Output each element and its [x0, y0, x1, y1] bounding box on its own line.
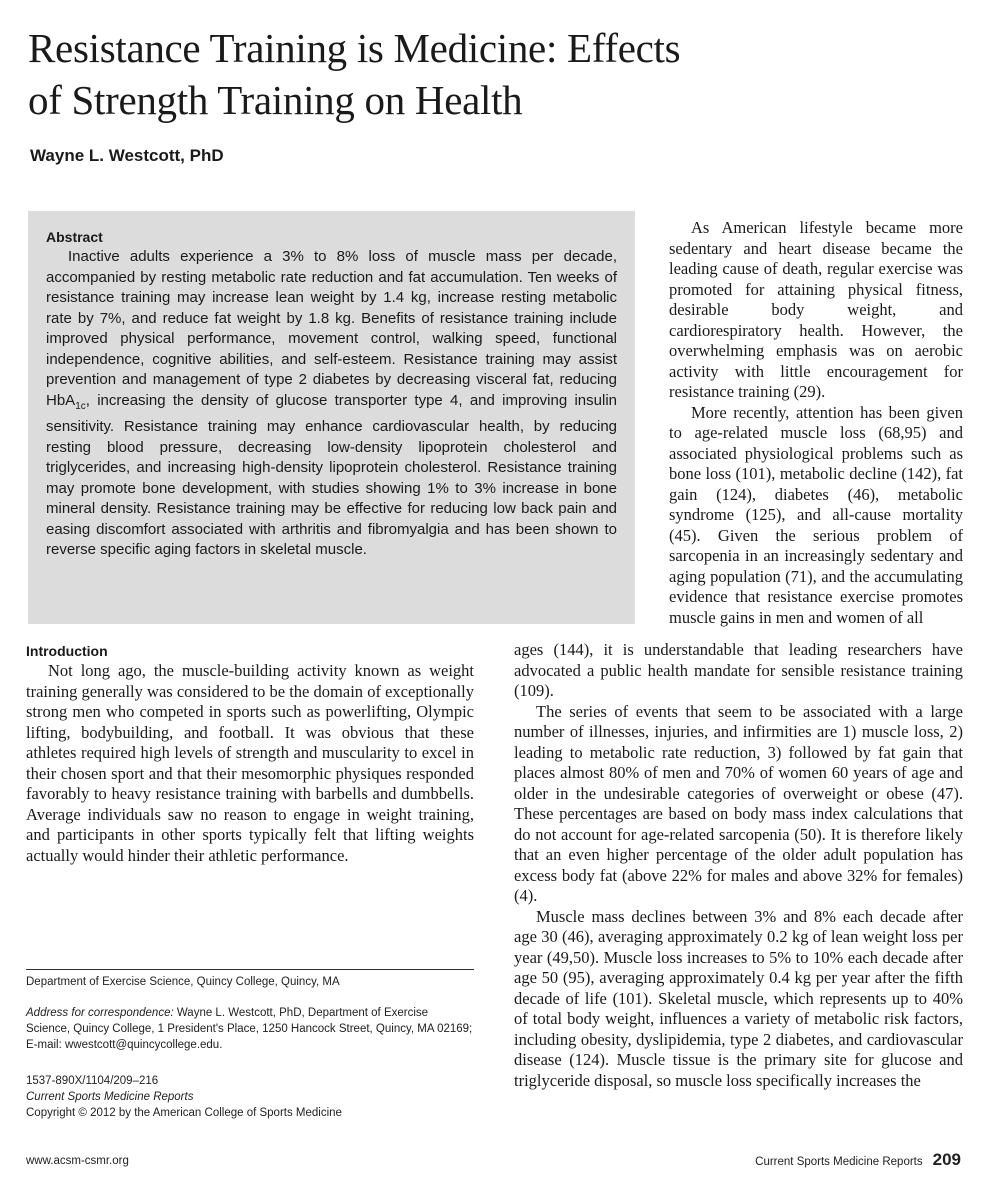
- body-paragraph-1: As American lifestyle became more sedentary and heart disease became the leading cause of death, regular exercise was promoted for attaining physical fitness, desirable body weight, and cardiorespiratory health. However, the overwhelming emphasis was on aerobic activity with little encouragement for resistance training (29).: [669, 218, 963, 401]
- introduction-paragraph: Not long ago, the muscle-building activity known as weight training generally was considered to be the domain of exceptionally strong men who competed in sports such as powerlifting, Olympic lifting, bodybuilding, and football. It was obvious that these athletes required high levels of strength and muscularity to excel in their chosen sport and that their mesomorphic physiques responded favorably to heavy resistance training with barbells and dumbbells. Average individuals saw no reason to engage in weight training, and participants in other sports typically felt that lifting weights actually would hinder their athletic performance.: [26, 661, 474, 865]
- footnote-divider: [26, 969, 474, 970]
- body-paragraph-2-start: More recently, attention has been given to age-related muscle loss (68,95) and associated physiological problems such as bone loss (101), metabolic decline (142), fat gain (124), diabetes (46), metabolic syndrome (125), and all-cause mortality (45). Given the serious problem of sarcopenia in an increasingly sedentary and aging population (71), and the accumulating evidence that resistance exercise promotes muscle gains in men and women of all: [669, 402, 963, 627]
- title-line-1: Resistance Training is Medicine: Effects: [28, 25, 681, 71]
- body-paragraph-2-end: ages (144), it is understandable that leading researchers have advocated a public health mandate for sensible resistance training (109).: [514, 640, 963, 700]
- abstract-box: [28, 211, 635, 624]
- right-column-main: [514, 640, 963, 1091]
- footer-journal-name: Current Sports Medicine Reports: [755, 1156, 923, 1168]
- body-paragraph-4: Muscle mass declines between 3% and 8% each decade after age 30 (46), averaging approximately 0.2 kg of lean weight loss per year (49,50). Muscle loss increases to 5% to 10% each decade after age 50 (95), averaging approximately 0.4 kg per year after the fifth decade of life (101). Skeletal muscle, which represents up to 40% of total body weight, influences a variety of metabolic risk factors, including obesity, dyslipidemia, type 2 diabetes, and cardiovascular disease (124). Muscle tissue is the primary site for glucose and triglyceride disposal, so muscle loss specifically increases the: [514, 906, 963, 1090]
- abstract-heading: Abstract: [46, 229, 103, 245]
- author-name: Wayne L. Westcott, PhD: [30, 146, 224, 165]
- footer-website: www.acsm-csmr.org: [26, 1155, 129, 1167]
- footer-journal: [755, 1150, 961, 1170]
- introduction-heading: Introduction: [26, 643, 108, 659]
- journal-name: Current Sports Medicine Reports: [26, 1091, 194, 1103]
- copyright-notice: Copyright © 2012 by the American College of Sports Medicine: [26, 1107, 342, 1119]
- document-id: 1537-890X/1104/209–216: [26, 1075, 159, 1087]
- introduction-body: [26, 661, 474, 866]
- title-line-2: of Strength Training on Health: [28, 77, 523, 123]
- correspondence-label: Address for correspondence:: [26, 1007, 174, 1019]
- correspondence-footnote: [26, 1005, 474, 1053]
- publication-info: [26, 1073, 474, 1121]
- affiliation-footnote: Department of Exercise Science, Quincy College, Quincy, MA: [26, 976, 340, 988]
- abstract-text: Inactive adults experience a 3% to 8% loss of muscle mass per decade, accompanied by resting metabolic rate reduction and fat accumulation. Ten weeks of resistance training may increase lean weight by 1.4 kg, increase resting metabolic rate by 7%, and reduce fat weight by 1.8 kg. Benefits of resistance training include improved physical performance, movement control, walking speed, functional independence, cognitive abilities, and self-esteem. Resistance training may assist prevention and management of type 2 diabetes by decreasing visceral fat, reducing HbA$_{1c}$, increasing the density of glucose transporter type 4, and improving insulin sensitivity. Resistance training may enhance cardiovascular health, by reducing resting blood pressure, decreasing low-density lipoprotein cholesterol and triglycerides, and increasing high-density lipoprotein cholesterol. Resistance training may promote bone development, with studies showing 1% to 3% increase in bone mineral density. Resistance training may be effective for reducing low back pain and easing discomfort associated with arthritis and fibromyalgia and has been shown to reverse specific aging factors in skeletal muscle.: [46, 248, 617, 558]
- page-number: 209: [932, 1150, 961, 1169]
- correspondence-text: Wayne L. Westcott, PhD, Department of Exercise Science, Quincy College, 1 President's Place, 1250 Hancock Street, Quincy, MA 02169; E-mail: wwestcott@quincycollege.edu.: [26, 1007, 473, 1051]
- right-column-top: [669, 218, 963, 628]
- article-title: [28, 22, 928, 126]
- body-paragraph-3: The series of events that seem to be associated with a large number of illnesses, injuries, and infirmities are 1) muscle loss, 2) leading to metabolic rate reduction, 3) followed by fat gain that places almost 80% of men and 70% of women 60 years of age and older in the undesirable categories of overweight or obese (47). These percentages are based on body mass index calculations that do not account for age-related sarcopenia (50). It is therefore likely that an even higher percentage of the older adult population has excess body fat (above 22% for males and above 32% for females) (4).: [514, 701, 963, 905]
